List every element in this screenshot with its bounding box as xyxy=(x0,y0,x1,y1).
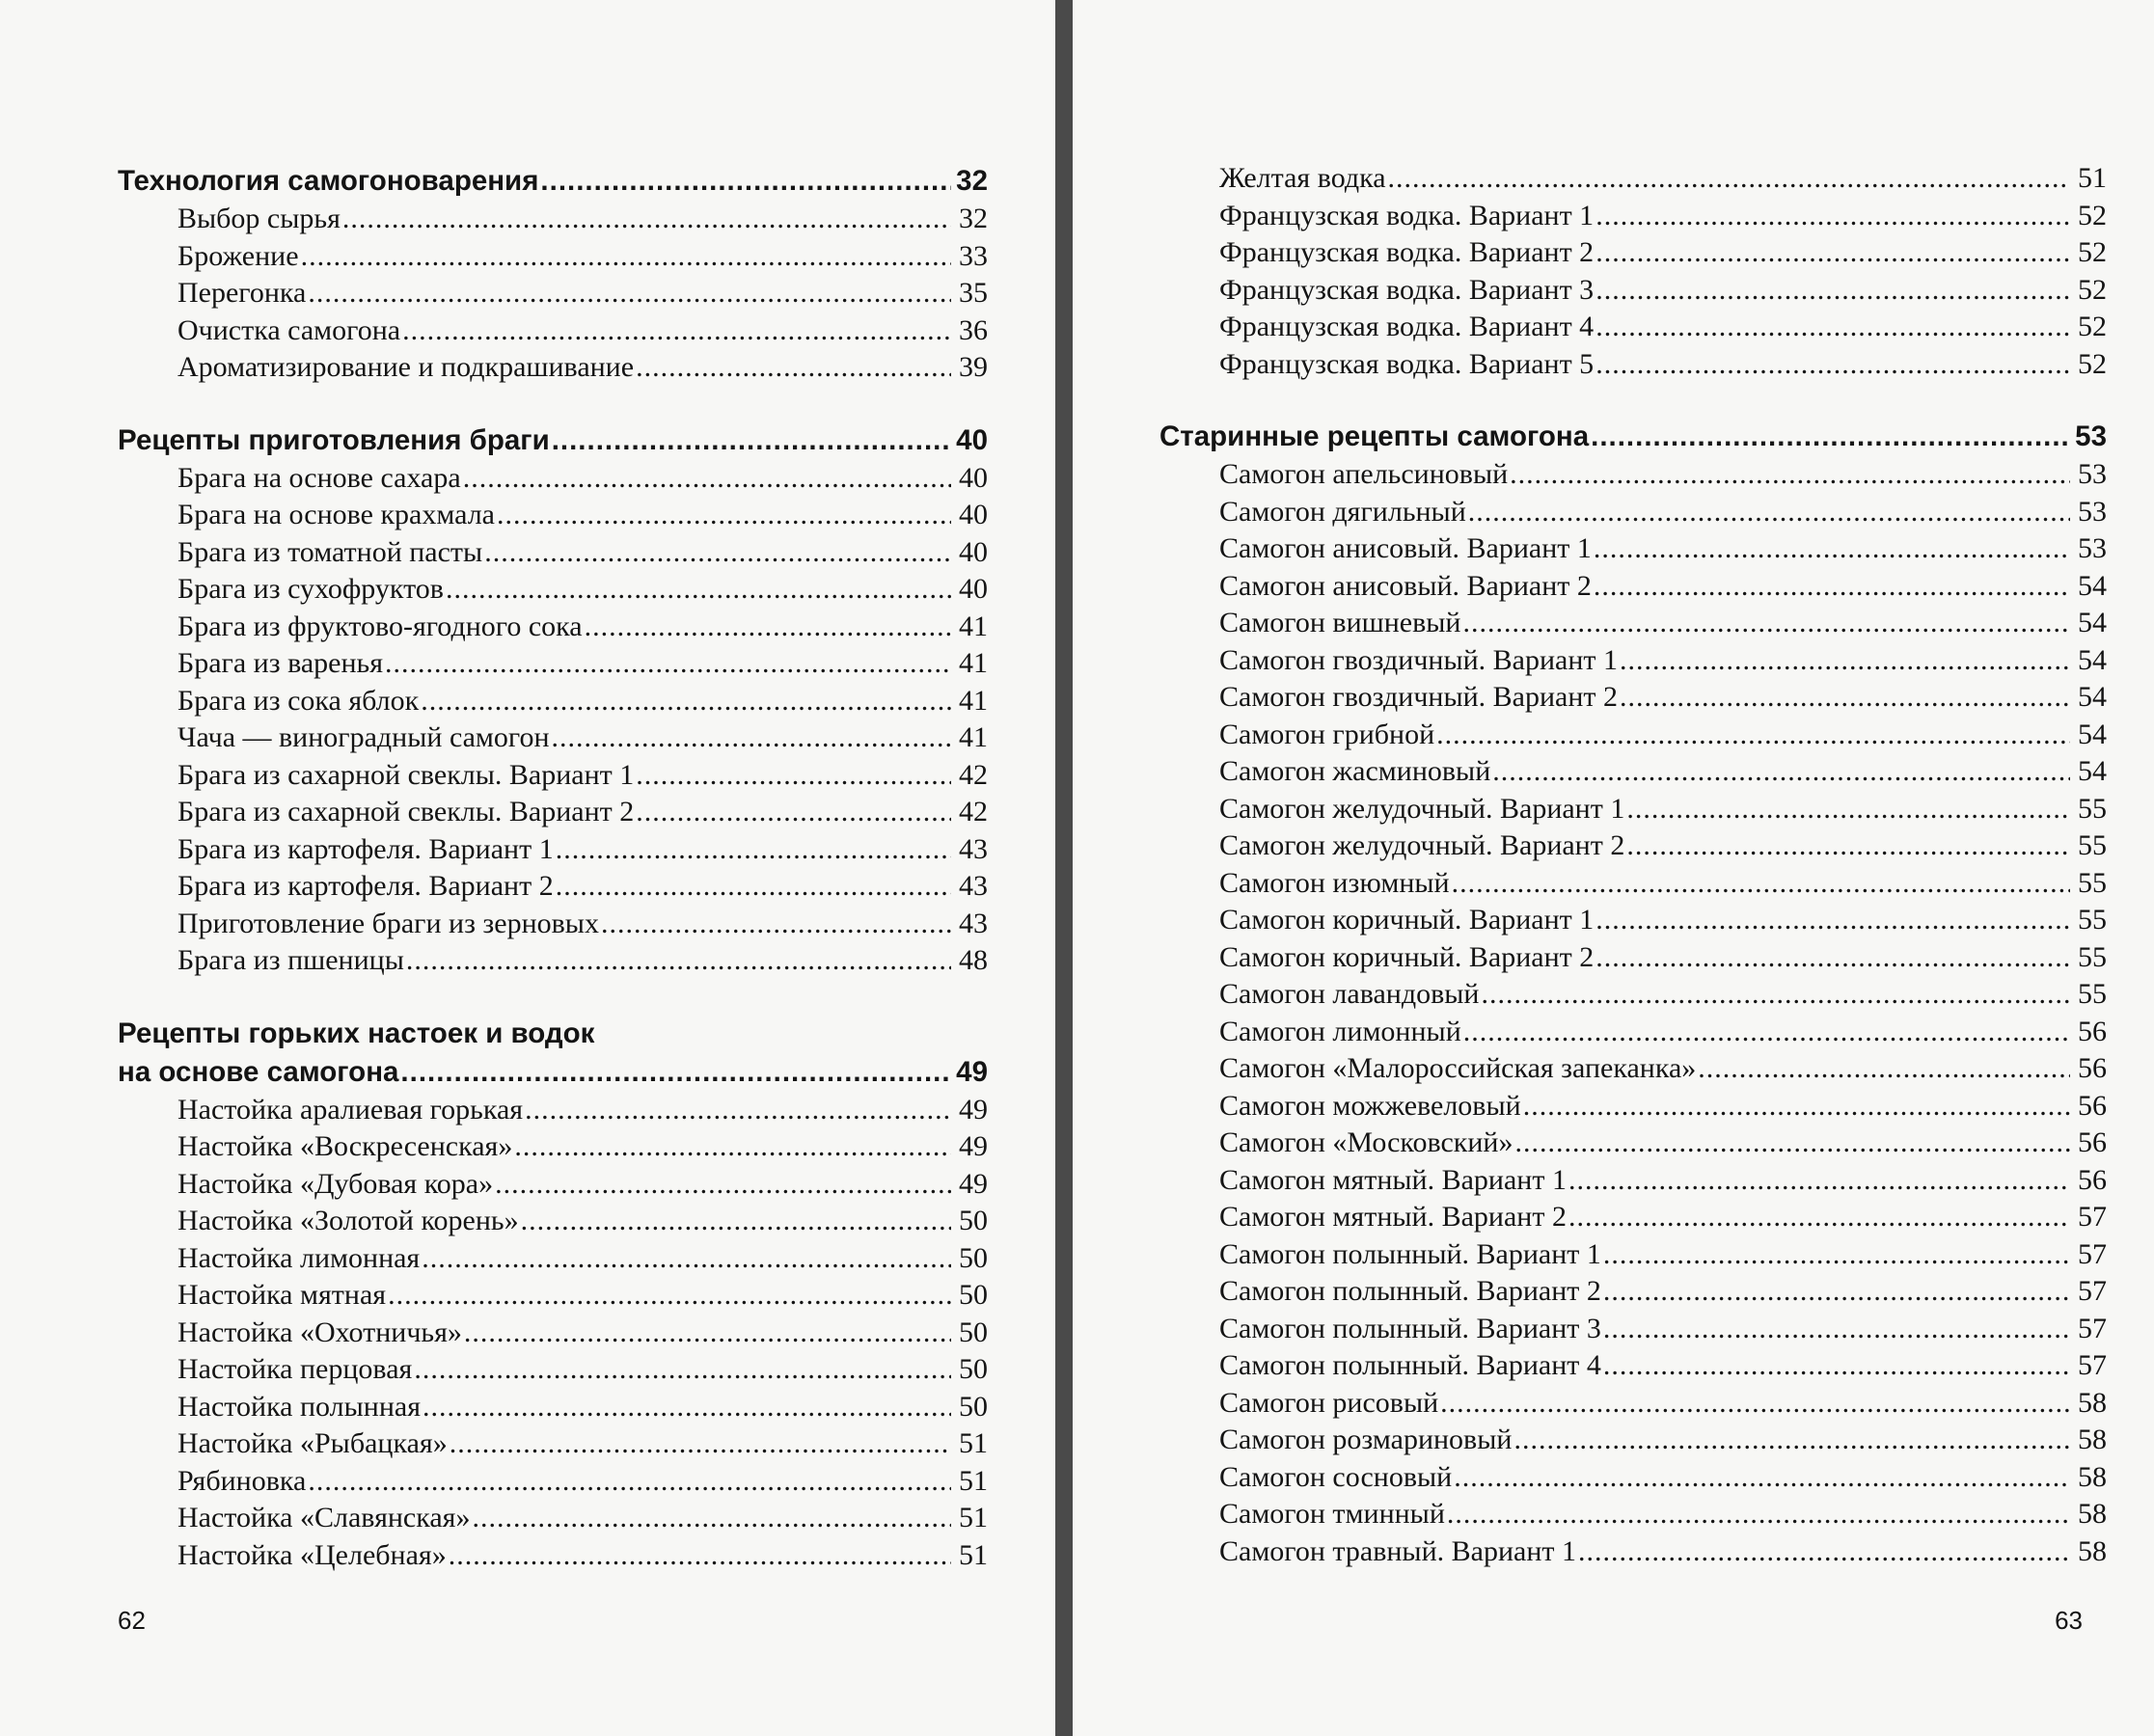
entry-page: 51 xyxy=(959,1502,988,1533)
dot-leader xyxy=(1626,791,2070,828)
entry-page: 52 xyxy=(2078,199,2107,231)
entry-page: 56 xyxy=(2078,1089,2107,1122)
dot-leader xyxy=(525,1092,951,1129)
toc-entry xyxy=(1159,827,2107,865)
right-page xyxy=(1073,0,2154,1736)
toc-entry xyxy=(1159,1273,2107,1311)
entry-page: 53 xyxy=(2078,458,2107,490)
dot-leader xyxy=(1595,309,2070,346)
toc-entry xyxy=(1159,272,2107,310)
toc-entry xyxy=(118,571,988,609)
entry-page: 43 xyxy=(959,870,988,902)
entry-page: 58 xyxy=(2078,1424,2107,1455)
dot-leader xyxy=(636,349,951,387)
entry-page: 41 xyxy=(959,610,988,642)
dot-leader xyxy=(1482,976,2071,1014)
dot-leader xyxy=(400,1053,951,1092)
toc-entry xyxy=(118,349,988,387)
dot-leader xyxy=(446,571,951,609)
left-page xyxy=(0,0,1055,1736)
toc-entry xyxy=(1159,1088,2107,1126)
entry-title: Брага из картофеля. Вариант 1 xyxy=(177,832,554,865)
entry-title: Настойка «Золотой корень» xyxy=(177,1205,519,1236)
entry-page: 56 xyxy=(2078,1163,2107,1196)
entry-page: 33 xyxy=(959,239,988,272)
toc-entry xyxy=(118,1463,988,1501)
dot-leader xyxy=(1595,234,2070,272)
toc-entry xyxy=(118,1128,988,1166)
entry-page: 58 xyxy=(2078,1534,2107,1567)
dot-leader xyxy=(1595,272,2070,310)
toc-entry xyxy=(1159,309,2107,346)
section-gap xyxy=(1159,383,2107,418)
dot-leader xyxy=(1452,865,2070,903)
toc-entry xyxy=(1159,1459,2107,1497)
dot-leader xyxy=(1568,1162,2070,1200)
toc-entry xyxy=(118,201,988,238)
dot-leader xyxy=(1591,418,2070,456)
entry-title: Брага на основе сахара xyxy=(177,461,461,494)
dot-leader xyxy=(552,719,951,757)
entry-title: Самогон апельсиновый xyxy=(1219,458,1509,490)
dot-leader xyxy=(1436,717,2070,754)
dot-leader xyxy=(423,1389,951,1426)
entry-title: Самогон мятный. Вариант 1 xyxy=(1219,1163,1567,1196)
entry-page: 50 xyxy=(959,1353,988,1385)
entry-page: 52 xyxy=(2078,347,2107,380)
dot-leader xyxy=(1620,642,2070,680)
entry-title: Брага на основе крахмала xyxy=(177,499,495,530)
toc-entry xyxy=(118,683,988,720)
entry-page: 57 xyxy=(2078,1275,2107,1307)
book-gutter xyxy=(1055,0,1073,1736)
entry-page: 55 xyxy=(2078,978,2107,1010)
entry-title: Брага из варенья xyxy=(177,647,384,679)
toc-entry xyxy=(118,1092,988,1129)
entry-title: Настойка лимонная xyxy=(177,1241,421,1274)
entry-page: 55 xyxy=(2078,829,2107,861)
toc-entry xyxy=(118,1240,988,1278)
entry-page: 57 xyxy=(2078,1201,2107,1233)
entry-page: 54 xyxy=(2078,607,2107,638)
section-gap xyxy=(118,387,988,421)
dot-leader xyxy=(406,942,951,980)
dot-leader xyxy=(1388,160,2070,198)
dot-leader xyxy=(1698,1050,2070,1088)
entry-title: Самогон гвоздичный. Вариант 2 xyxy=(1219,681,1619,713)
toc-entry xyxy=(118,1425,988,1463)
toc-entry xyxy=(1159,456,2107,494)
dot-leader xyxy=(1595,198,2070,235)
entry-page: 53 xyxy=(2078,495,2107,528)
entry-title: Самогон тминный xyxy=(1219,1498,1445,1530)
entry-title: Самогон «Малороссийская запеканка» xyxy=(1219,1052,1697,1084)
dot-leader xyxy=(1603,1347,2070,1385)
entry-page: 54 xyxy=(2078,681,2107,713)
entry-page: 40 xyxy=(956,423,988,456)
dot-leader xyxy=(463,460,951,498)
entry-title: Французская водка. Вариант 4 xyxy=(1219,311,1595,342)
dot-leader xyxy=(556,868,951,906)
dot-leader xyxy=(484,534,951,572)
entry-title: Самогон полынный. Вариант 1 xyxy=(1219,1237,1601,1270)
toc-entry xyxy=(118,1351,988,1389)
toc-entry xyxy=(1159,1236,2107,1274)
entry-title: Самогон дягильный xyxy=(1219,495,1466,528)
entry-page: 40 xyxy=(959,461,988,494)
entry-title: Французская водка. Вариант 1 xyxy=(1219,199,1595,231)
entry-page: 52 xyxy=(2078,311,2107,342)
entry-title: Настойка полынная xyxy=(177,1390,422,1423)
entry-page: 55 xyxy=(2078,792,2107,825)
entry-title: Самогон желудочный. Вариант 2 xyxy=(1219,829,1625,861)
dot-leader xyxy=(472,1500,951,1537)
entry-title: Рецепты приготовления браги xyxy=(118,423,550,456)
entry-title: Самогон анисовый. Вариант 1 xyxy=(1219,532,1592,564)
toc-entry xyxy=(118,1315,988,1352)
dot-leader xyxy=(1447,1496,2070,1533)
dot-leader xyxy=(1595,902,2070,939)
entry-title: Настойка «Рыбацкая» xyxy=(177,1427,448,1459)
toc-entry xyxy=(1159,1422,2107,1459)
toc-entry xyxy=(1159,1162,2107,1200)
entry-page: 57 xyxy=(2078,1237,2107,1270)
dot-leader xyxy=(585,609,951,646)
toc-entry xyxy=(1159,160,2107,198)
entry-page: 54 xyxy=(2078,569,2107,602)
entry-title: Самогон коричный. Вариант 1 xyxy=(1219,904,1595,936)
dot-leader xyxy=(402,312,951,350)
dot-leader xyxy=(385,645,951,683)
toc-entry xyxy=(1159,568,2107,606)
toc-entry xyxy=(118,238,988,276)
entry-page: 54 xyxy=(2078,755,2107,787)
entry-page: 58 xyxy=(2078,1460,2107,1493)
entry-page: 48 xyxy=(959,944,988,976)
entry-title: Французская водка. Вариант 3 xyxy=(1219,273,1595,306)
entry-title: Самогон полынный. Вариант 4 xyxy=(1219,1349,1601,1381)
entry-title: Самогон рисовый xyxy=(1219,1386,1439,1419)
entry-page: 40 xyxy=(959,499,988,530)
entry-page: 40 xyxy=(959,535,988,568)
entry-title: Самогон «Московский» xyxy=(1219,1126,1513,1158)
toc-entry xyxy=(1159,494,2107,531)
section-heading xyxy=(118,421,988,460)
toc-entry xyxy=(118,719,988,757)
dot-leader xyxy=(342,201,951,238)
toc-entry xyxy=(118,497,988,534)
toc-entry xyxy=(1159,717,2107,754)
entry-page: 56 xyxy=(2078,1052,2107,1084)
entry-page: 50 xyxy=(959,1316,988,1348)
entry-page: 53 xyxy=(2078,532,2107,564)
toc-entry xyxy=(118,1500,988,1537)
dot-leader xyxy=(1603,1273,2070,1311)
toc-entry xyxy=(1159,346,2107,384)
dot-leader xyxy=(414,1351,951,1389)
dot-leader xyxy=(540,162,951,201)
entry-page: 41 xyxy=(959,684,988,717)
page-number-left: 62 xyxy=(118,1606,146,1635)
entry-page: 50 xyxy=(959,1390,988,1423)
toc-entry xyxy=(1159,753,2107,791)
entry-title: Настойка «Славянская» xyxy=(177,1502,471,1533)
entry-page: 51 xyxy=(959,1464,988,1497)
section-gap xyxy=(118,980,988,1015)
entry-title: Настойка «Целебная» xyxy=(177,1538,447,1571)
entry-title: Самогон полынный. Вариант 3 xyxy=(1219,1312,1601,1344)
dot-leader xyxy=(601,906,951,943)
toc-entry xyxy=(1159,530,2107,568)
entry-title: Самогон сосновый xyxy=(1219,1460,1453,1493)
dot-leader xyxy=(1595,346,2070,384)
entry-page: 36 xyxy=(959,313,988,346)
toc-entry xyxy=(118,1166,988,1204)
toc-entry xyxy=(1159,939,2107,977)
dot-leader xyxy=(1463,1014,2070,1051)
dot-leader xyxy=(449,1537,951,1575)
entry-title: Брага из томатной пасты xyxy=(177,535,483,568)
entry-title: Брожение xyxy=(177,239,299,272)
dot-leader xyxy=(1468,494,2070,531)
dot-leader xyxy=(1523,1088,2070,1126)
section-heading xyxy=(1159,418,2107,456)
entry-page: 41 xyxy=(959,721,988,753)
entry-page: 57 xyxy=(2078,1349,2107,1381)
entry-page: 32 xyxy=(959,203,988,234)
entry-page: 43 xyxy=(959,907,988,939)
entry-title: Самогон можжевеловый xyxy=(1219,1089,1521,1122)
toc-entry xyxy=(118,868,988,906)
toc-entry xyxy=(1159,1014,2107,1051)
entry-page: 49 xyxy=(956,1055,988,1088)
dot-leader xyxy=(308,275,951,312)
toc-entry xyxy=(118,609,988,646)
entry-title: Желтая водка xyxy=(1219,162,1386,194)
entry-page: 50 xyxy=(959,1205,988,1236)
entry-page: 57 xyxy=(2078,1312,2107,1344)
entry-title: Самогон изюмный xyxy=(1219,866,1450,899)
dot-leader xyxy=(450,1425,951,1463)
entry-page: 40 xyxy=(959,573,988,605)
entry-title: Французская водка. Вариант 5 xyxy=(1219,347,1595,380)
toc-entry xyxy=(118,831,988,869)
toc-entry xyxy=(118,1537,988,1575)
dot-leader xyxy=(1513,1422,2070,1459)
toc-entry xyxy=(118,275,988,312)
dot-leader xyxy=(1595,939,2070,977)
dot-leader xyxy=(1594,568,2070,606)
entry-title: Самогон грибной xyxy=(1219,718,1435,750)
toc-entry xyxy=(1159,902,2107,939)
entry-page: 50 xyxy=(959,1279,988,1311)
entry-title: Брага из сахарной свеклы. Вариант 2 xyxy=(177,796,635,827)
entry-title: Самогон анисовый. Вариант 2 xyxy=(1219,569,1592,602)
dot-leader xyxy=(1514,1125,2070,1162)
entry-page: 49 xyxy=(959,1093,988,1126)
toc-entry xyxy=(1159,1311,2107,1348)
toc-entry xyxy=(1159,1199,2107,1236)
entry-title: Самогон полынный. Вариант 2 xyxy=(1219,1275,1601,1307)
toc-entry xyxy=(1159,1533,2107,1571)
toc-entry xyxy=(1159,1496,2107,1533)
entry-title: Самогон мятный. Вариант 2 xyxy=(1219,1201,1567,1233)
entry-title: Самогон лимонный xyxy=(1219,1015,1461,1047)
dot-leader xyxy=(1568,1199,2070,1236)
entry-page: 49 xyxy=(959,1167,988,1200)
section-heading-line: Рецепты горьких настоек и водок xyxy=(118,1017,595,1049)
entry-title: Настойка перцовая xyxy=(177,1353,413,1385)
dot-leader xyxy=(556,831,951,869)
toc-entry xyxy=(118,794,988,831)
toc-entry xyxy=(1159,234,2107,272)
dot-leader xyxy=(422,1240,951,1278)
entry-title: Приготовление браги из зерновых xyxy=(177,907,599,939)
dot-leader xyxy=(1510,456,2070,494)
entry-title: Очистка самогона xyxy=(177,313,401,346)
entry-title: Брага из картофеля. Вариант 2 xyxy=(177,870,554,902)
entry-page: 51 xyxy=(959,1427,988,1459)
entry-page: 39 xyxy=(959,351,988,383)
dot-leader xyxy=(1603,1236,2070,1274)
entry-title: Самогон вишневый xyxy=(1219,607,1461,638)
toc-entry xyxy=(1159,642,2107,680)
dot-leader xyxy=(1440,1385,2070,1423)
toc-entry xyxy=(1159,198,2107,235)
entry-title: Настойка мятная xyxy=(177,1279,387,1311)
entry-page: 55 xyxy=(2078,866,2107,899)
entry-title: Брага из сока яблок xyxy=(177,684,420,717)
entry-page: 52 xyxy=(2078,273,2107,306)
entry-title: Чача — виноградный самогон xyxy=(177,721,550,753)
toc-entry xyxy=(118,312,988,350)
entry-title: Самогон коричный. Вариант 2 xyxy=(1219,940,1595,973)
entry-title: Самогон жасминовый xyxy=(1219,755,1491,787)
dot-leader xyxy=(636,757,951,795)
entry-title: на основе самогона xyxy=(118,1055,399,1088)
entry-title: Самогон желудочный. Вариант 1 xyxy=(1219,792,1625,825)
entry-page: 56 xyxy=(2078,1126,2107,1158)
entry-page: 51 xyxy=(2078,162,2107,194)
entry-title: Перегонка xyxy=(177,277,307,309)
entry-page: 54 xyxy=(2078,718,2107,750)
entry-title: Брага из фруктово-ягодного сока xyxy=(177,610,583,642)
toc-entry xyxy=(118,1277,988,1315)
dot-leader xyxy=(514,1128,951,1166)
entry-page: 42 xyxy=(959,758,988,791)
entry-page: 43 xyxy=(959,832,988,865)
table-of-contents-left xyxy=(118,162,988,1574)
dot-leader xyxy=(1463,605,2071,642)
entry-page: 41 xyxy=(959,647,988,679)
entry-title: Французская водка. Вариант 2 xyxy=(1219,236,1595,268)
entry-title: Самогон гвоздичный. Вариант 1 xyxy=(1219,643,1619,676)
toc-entry xyxy=(118,906,988,943)
entry-page: 32 xyxy=(956,165,988,197)
entry-title: Брага из пшеницы xyxy=(177,944,404,976)
toc-entry xyxy=(118,534,988,572)
dot-leader xyxy=(308,1463,951,1501)
dot-leader xyxy=(1620,679,2070,717)
toc-entry xyxy=(118,1389,988,1426)
dot-leader xyxy=(1626,827,2070,865)
entry-page: 55 xyxy=(2078,940,2107,973)
dot-leader xyxy=(497,497,951,534)
entry-title: Ароматизирование и подкрашивание xyxy=(177,351,635,383)
entry-page: 54 xyxy=(2078,643,2107,676)
entry-page: 56 xyxy=(2078,1015,2107,1047)
entry-page: 58 xyxy=(2078,1498,2107,1530)
section-heading xyxy=(118,1053,988,1092)
entry-title: Самогон травный. Вариант 1 xyxy=(1219,1534,1577,1567)
toc-entry xyxy=(1159,865,2107,903)
toc-entry xyxy=(1159,605,2107,642)
table-of-contents-right xyxy=(1159,160,2107,1570)
dot-leader xyxy=(421,683,951,720)
entry-title: Технология самогоноварения xyxy=(118,165,539,197)
entry-title: Настойка «Охотничья» xyxy=(177,1316,462,1348)
dot-leader xyxy=(521,1203,951,1240)
dot-leader xyxy=(1578,1533,2070,1571)
entry-page: 55 xyxy=(2078,904,2107,936)
dot-leader xyxy=(1603,1311,2070,1348)
entry-title: Настойка «Дубовая кора» xyxy=(177,1167,494,1200)
entry-page: 52 xyxy=(2078,236,2107,268)
toc-entry xyxy=(1159,1125,2107,1162)
dot-leader xyxy=(636,794,951,831)
toc-entry xyxy=(1159,1385,2107,1423)
entry-title: Рябиновка xyxy=(177,1464,307,1497)
dot-leader xyxy=(1492,753,2070,791)
entry-title: Старинные рецепты самогона xyxy=(1159,420,1590,452)
entry-page: 50 xyxy=(959,1241,988,1274)
entry-title: Самогон лавандовый xyxy=(1219,978,1480,1010)
dot-leader xyxy=(1454,1459,2070,1497)
toc-entry xyxy=(1159,976,2107,1014)
entry-page: 58 xyxy=(2078,1386,2107,1419)
entry-title: Настойка «Воскресенская» xyxy=(177,1130,513,1162)
entry-title: Самогон розмариновый xyxy=(1219,1424,1513,1455)
entry-title: Брага из сухофруктов xyxy=(177,573,444,605)
toc-entry xyxy=(1159,1347,2107,1385)
entry-title: Настойка аралиевая горькая xyxy=(177,1093,524,1126)
entry-page: 42 xyxy=(959,796,988,827)
toc-entry xyxy=(118,645,988,683)
dot-leader xyxy=(495,1166,951,1204)
dot-leader xyxy=(1594,530,2070,568)
entry-page: 53 xyxy=(2075,420,2107,452)
section-heading xyxy=(118,162,988,201)
entry-title: Брага из сахарной свеклы. Вариант 1 xyxy=(177,758,635,791)
toc-entry xyxy=(118,942,988,980)
toc-entry xyxy=(118,1203,988,1240)
toc-entry xyxy=(1159,791,2107,828)
toc-entry xyxy=(118,757,988,795)
toc-entry xyxy=(1159,679,2107,717)
entry-title: Выбор сырья xyxy=(177,203,341,234)
dot-leader xyxy=(388,1277,951,1315)
page-number-right: 63 xyxy=(2055,1606,2083,1635)
entry-page: 35 xyxy=(959,277,988,309)
dot-leader xyxy=(301,238,951,276)
entry-page: 49 xyxy=(959,1130,988,1162)
entry-page: 51 xyxy=(959,1538,988,1571)
dot-leader xyxy=(552,421,951,460)
dot-leader xyxy=(464,1315,951,1352)
toc-entry xyxy=(1159,1050,2107,1088)
toc-entry xyxy=(118,460,988,498)
